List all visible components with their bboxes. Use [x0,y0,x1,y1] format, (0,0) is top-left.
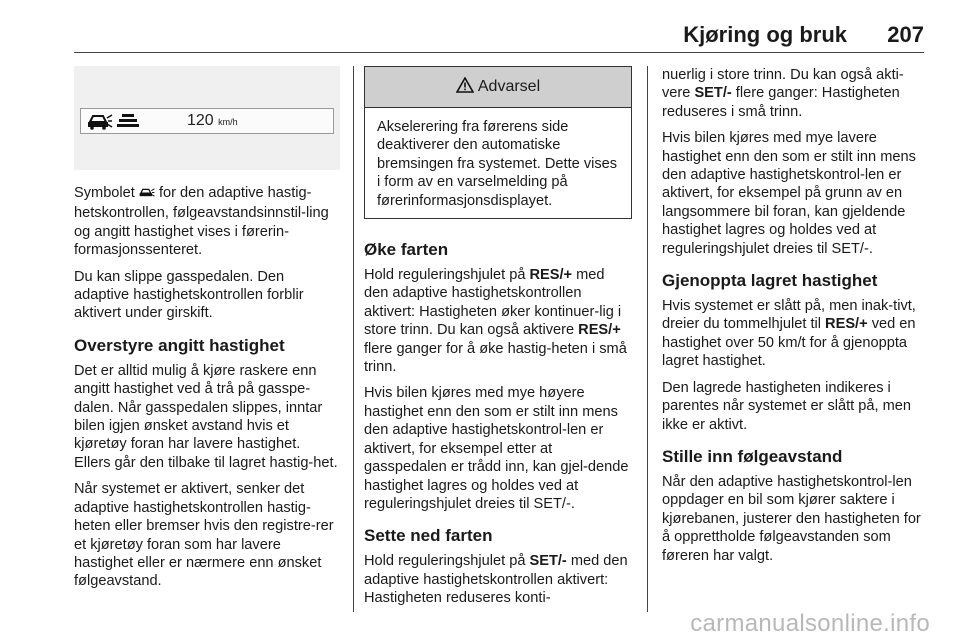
column-divider-1 [353,66,354,612]
following-distance-heading: Stille inn følgeavstand [662,446,843,466]
header-rule [74,52,924,53]
driver-info-display-illustration [74,66,340,170]
column-3 [662,66,926,573]
watermark: carmanualsonline.info [690,610,930,637]
set-speed-readout [187,112,238,130]
gas-pedal-paragraph: Du kan slippe gasspedalen. Den adaptive hastighetskontrollen forblir aktivert under girskift. [74,268,304,322]
lower-speed-paragraph: Hvis bilen kjøres med mye lavere hastighet enn den som er stilt inn mens den adaptive hastighetskontrol-len er aktivert, for eksempel på grunn av en langsommere bil foran, kan gjeldende hastighet lagres og holdes ved at reguleringshjulet dreies til SET/-. [662,130,916,257]
following-distance-icon [117,114,139,133]
decrease-speed-heading: Sette ned farten [364,526,493,546]
override-paragraph-1: Det er alltid mulig å kjøre raskere enn angitt hastighet ved å trå på gasspe-dalen. Når gasspedalen slippes, inntar bilen igjen ønsket avstand hvis et kjøretøy foran har lavere hastighet. Ellers går den tilbake til lagret hastig-het. [74,362,338,471]
override-heading: Overstyre angitt hastighet [74,335,285,355]
warning-title: Advarsel [477,78,541,95]
res-plus-label-2: RES/+ [578,322,621,339]
res-plus-label: RES/+ [529,267,573,284]
decrease-speed-paragraph: Hold reguleringshjulet på SET/- med den adaptive hastighetskontrollen aktivert: Hastigheten reduseres konti- [364,553,628,607]
set-speed-value: 120 [187,112,214,129]
increase-speed-paragraph: Hold reguleringshjulet på RES/+ med den adaptive hastighetskontrollen aktivert: Hastigheten øker kontinuer-lig i store trinn. Du kan også aktivere RES/+ flere ganger for å øke hastig-heten i små trinn. [364,267,627,376]
warning-body [365,108,631,218]
set-minus-label: SET/- [529,553,567,570]
stored-speed-paragraph: Den lagrede hastigheten indikeres i parentes når systemet er slått på, men ikke er aktivt. [662,379,912,433]
following-distance-paragraph: Når den adaptive hastighetskontrol-len oppdager en bil som kjører saktere i kjørebanen, justerer den hastigheten for å opprettholde følgeavstanden som føreren har valgt. [662,473,921,564]
warning-triangle-icon [456,77,474,98]
res-plus-label-3: RES/+ [825,316,868,333]
set-speed-unit: km/h [218,117,238,127]
display-status-bar [80,108,334,134]
page-number: 207 [887,22,924,47]
decrease-continued-paragraph: nuerlig i store trinn. Du kan også akti-vere SET/- flere ganger: Hastigheten reduseres i små trinn. [662,67,904,120]
warning-text: Akselerering fra førerens side deaktiverer den automatiske bremsingen fra systemet. Dette vises i form av en varselmelding på førerinformasjonsdisplayet. [377,119,618,209]
override-paragraph-2: Når systemet er aktivert, senker det adaptive hastighetskontrollen hastig-heten eller bremser hvis den registre-rer et kjøretøy foran som har lavere hastighet eller er nærmere enn ønsket følgeavstand. [74,481,334,590]
symbol-paragraph: Symbolet for den adaptive hastig-hetskontrollen, følgeavstandsinnstil-ling og angitt hastighet vises i førerin-formasjonssenteret. [74,185,329,259]
warning-box [364,66,632,219]
set-minus-label-2: SET/- [694,85,732,102]
increase-speed-heading: Øke farten [364,240,449,260]
resume-speed-heading: Gjenoppta lagret hastighet [662,271,878,291]
page-header [0,0,960,52]
resume-speed-paragraph: Hvis systemet er slått på, men inak-tivt, dreier du tommelhjulet til RES/+ ved en hastighet over 50 km/t for å gjenoppta lagret hastighet. [662,298,916,370]
higher-speed-paragraph: Hvis bilen kjøres med mye høyere hastighet enn den som er stilt inn mens den adaptive hastighetskontrol-len er aktivert, for eksempel etter at gasspedalen er trådd inn, kan gjel-dende hastighet lagres og holdes ved at reguleringshjulet dreies til SET/-. [364,385,629,512]
adaptive-cruise-car-icon [87,112,113,135]
page-section-title: Kjøring og bruk [683,22,847,47]
adaptive-cruise-inline-icon [139,186,155,204]
column-1 [74,66,340,599]
column-2 [364,66,632,616]
warning-header [365,67,631,108]
column-divider-2 [647,66,648,612]
